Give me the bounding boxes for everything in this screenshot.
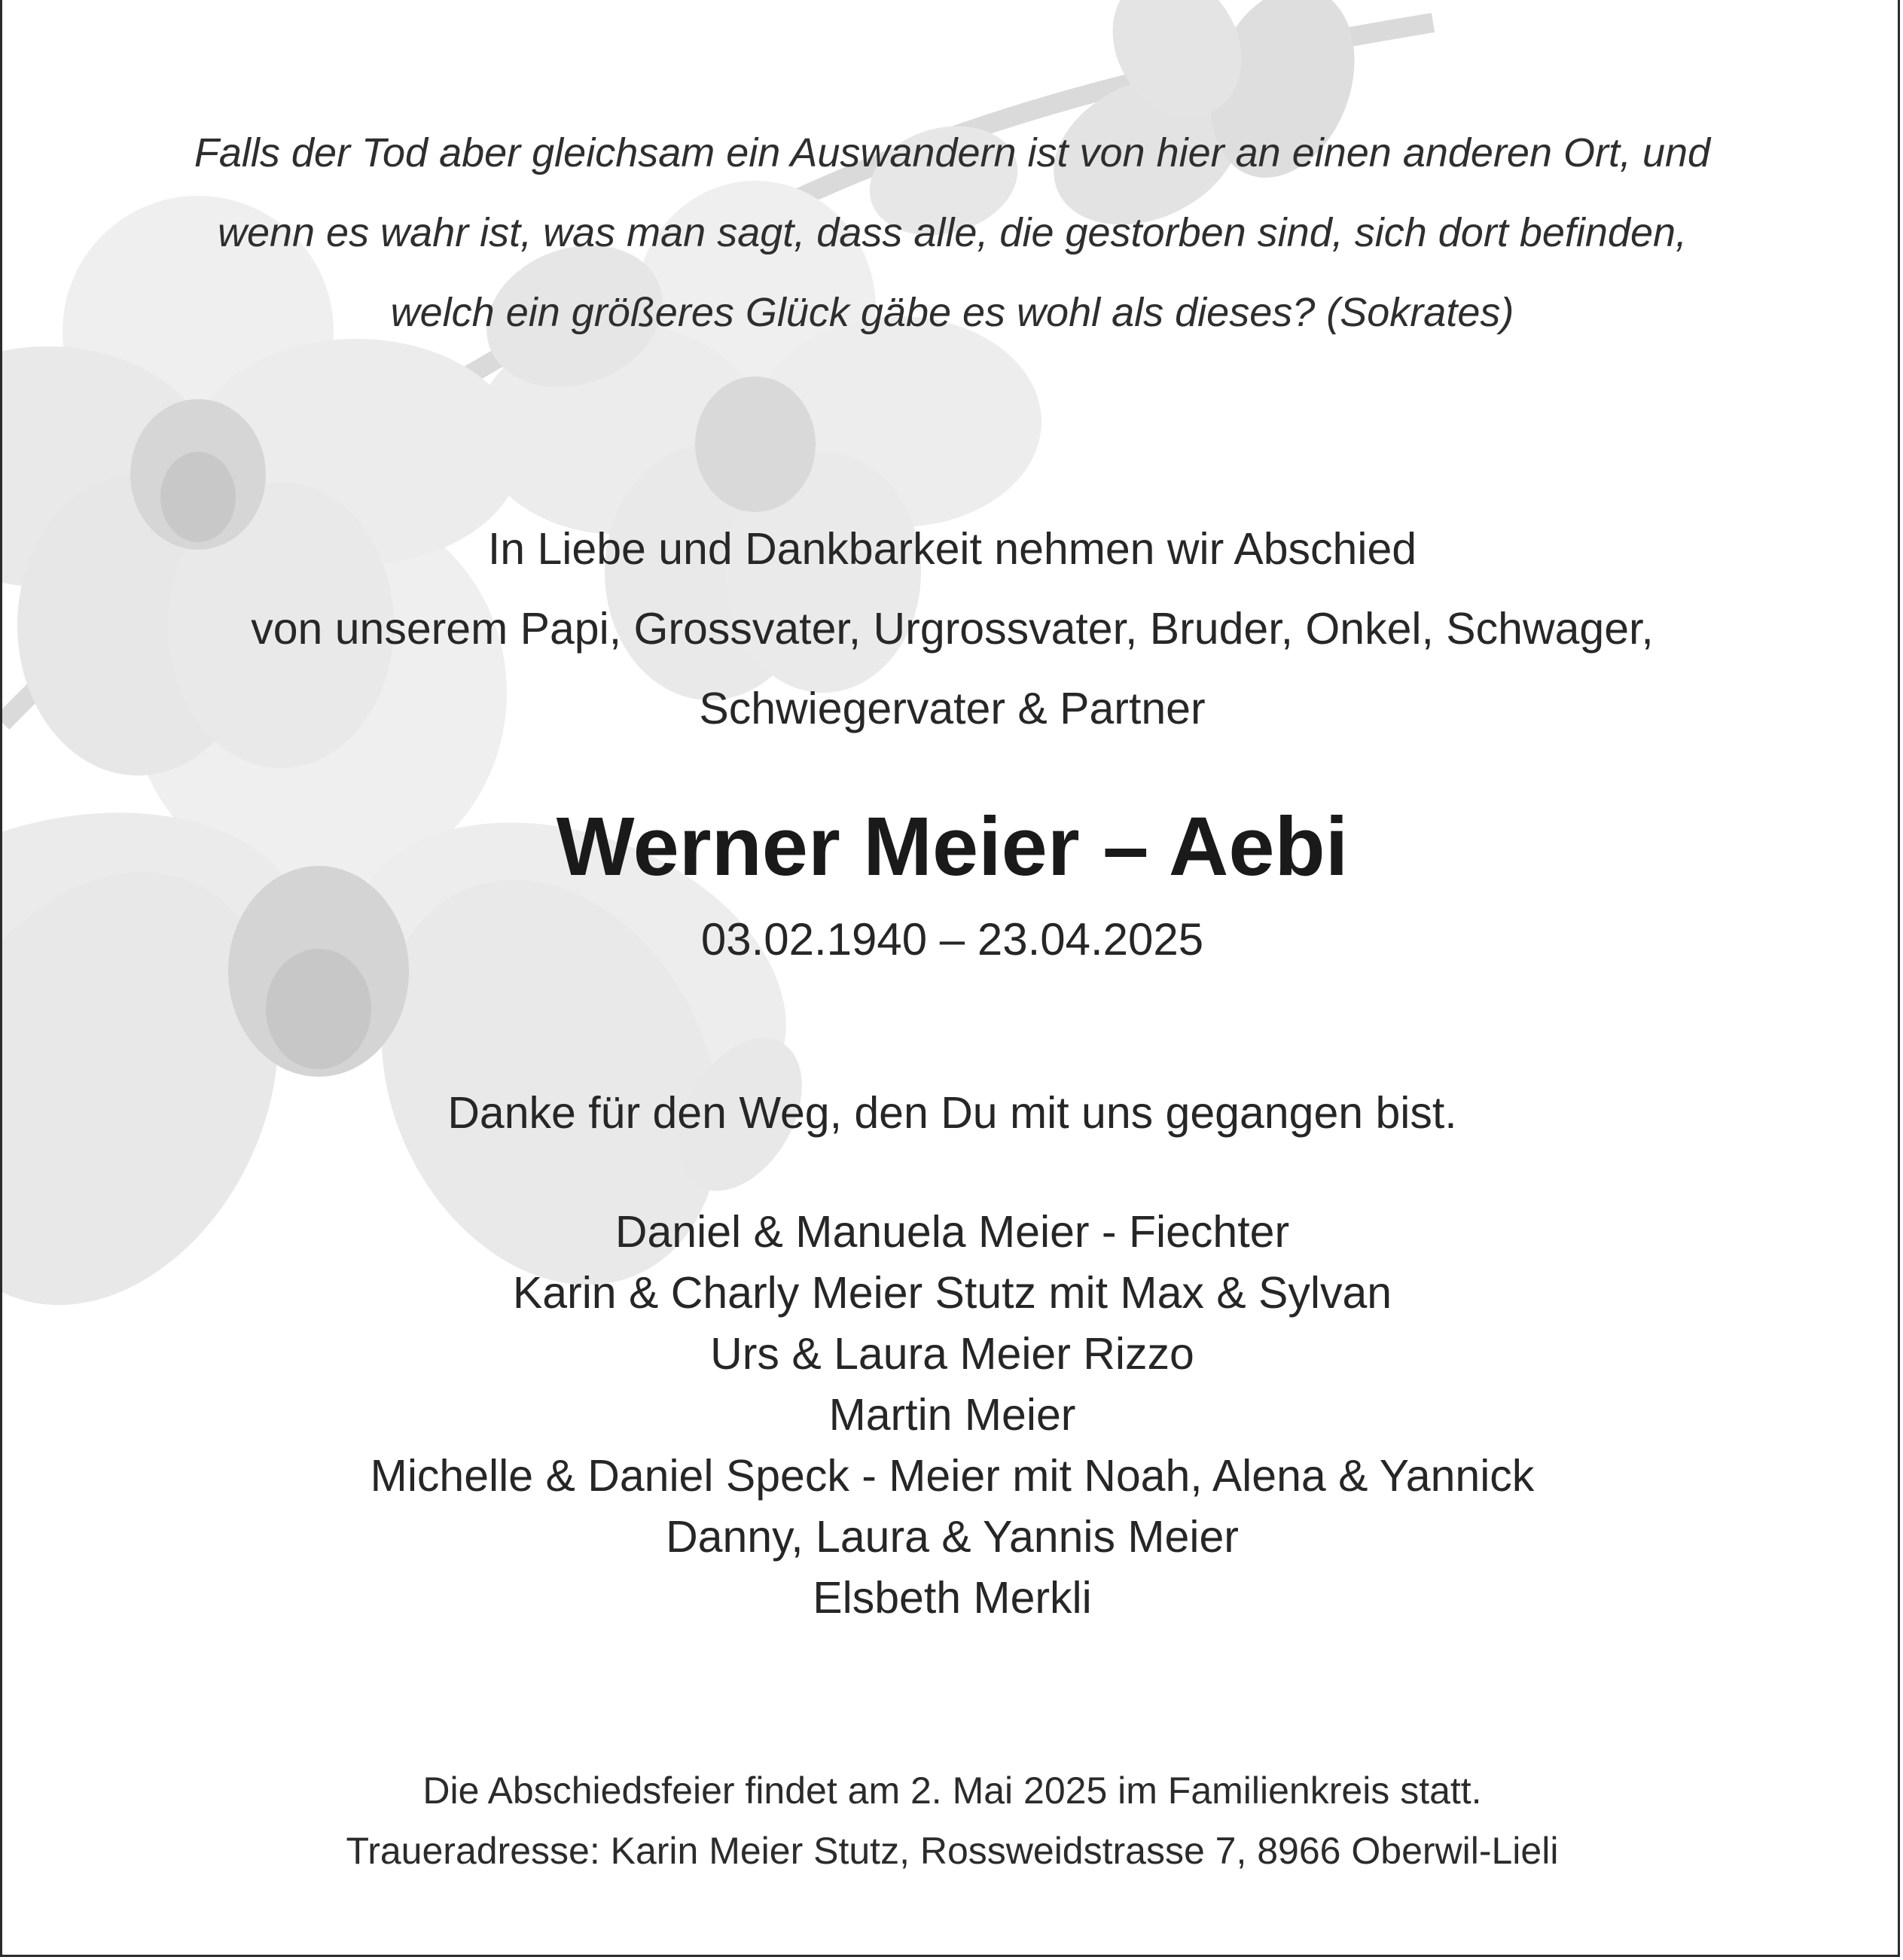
mourner-item: Karin & Charly Meier Stutz mit Max & Sylvan xyxy=(512,1268,1392,1318)
deceased-name: Werner Meier – Aebi xyxy=(556,800,1349,893)
intro-line-2: von unserem Papi, Grossvater, Urgrossvater, Bruder, Onkel, Schwager, xyxy=(251,604,1654,654)
life-dates: 03.02.1940 – 23.04.2025 xyxy=(700,914,1204,965)
quote-line-1: Falls der Tod aber gleichsam ein Auswandern ist von hier an einen anderen Ort, und xyxy=(194,130,1711,175)
intro-line-1: In Liebe und Dankbarkeit nehmen wir Abschied xyxy=(487,524,1417,574)
intro-line-3: Schwiegervater & Partner xyxy=(699,684,1206,733)
mourner-item: Urs & Laura Meier Rizzo xyxy=(710,1329,1194,1379)
mourner-item: Elsbeth Merkli xyxy=(813,1573,1092,1623)
mourner-item: Martin Meier xyxy=(828,1390,1076,1440)
thanks-line: Danke für den Weg, den Du mit uns gegangen bist. xyxy=(447,1088,1457,1138)
ceremony-note: Die Abschiedsfeier findet am 2. Mai 2025 im Familienkreis statt. xyxy=(422,1769,1482,1812)
obituary-text xyxy=(2,0,1900,1957)
mourners-list xyxy=(2,1202,1900,1629)
mourner-item: Michelle & Daniel Speck - Meier mit Noah, Alena & Yannick xyxy=(370,1451,1535,1501)
mourner-item: Daniel & Manuela Meier - Fiechter xyxy=(615,1207,1290,1257)
quote-line-2: wenn es wahr ist, was man sagt, dass alle, die gestorben sind, sich dort befinden, xyxy=(217,210,1688,255)
mourner-item: Danny, Laura & Yannis Meier xyxy=(666,1512,1239,1562)
mourning-address: Traueradresse: Karin Meier Stutz, Rossweidstrasse 7, 8966 Oberwil-Lieli xyxy=(346,1830,1559,1872)
quote-line-3: welch ein größeres Glück gäbe es wohl als dieses? (Sokrates) xyxy=(390,290,1514,335)
